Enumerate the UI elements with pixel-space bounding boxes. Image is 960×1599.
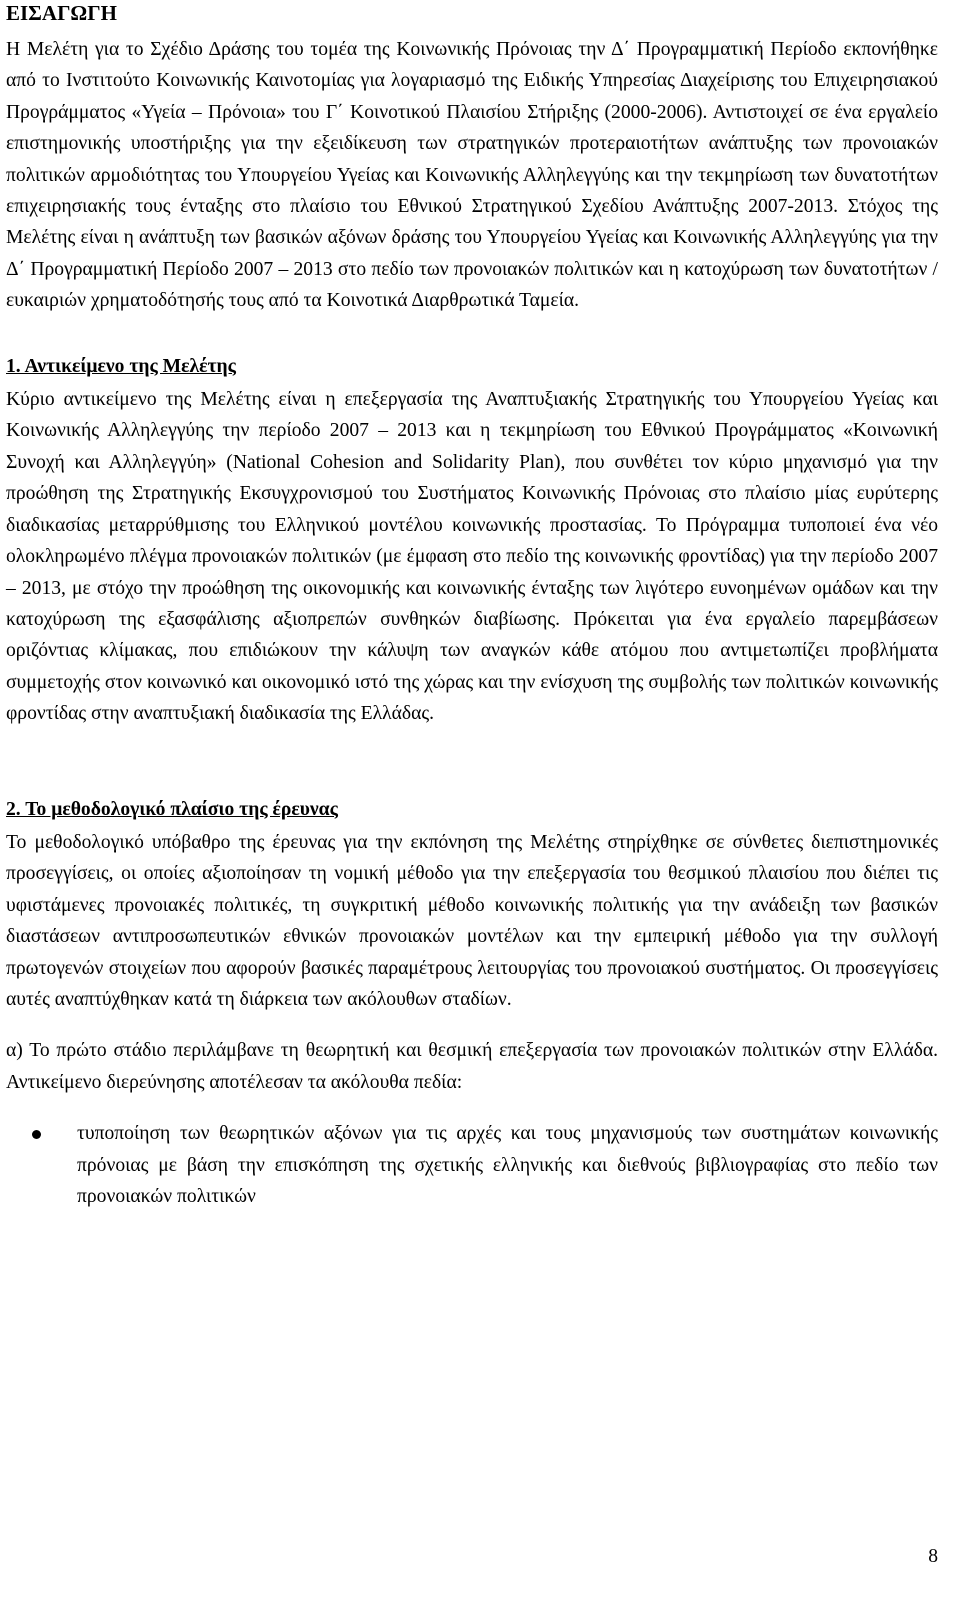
list-item	[6, 1118, 938, 1212]
page-number: 8	[928, 1546, 938, 1567]
list-item-text: τυποποίηση των θεωρητικών αξόνων για τις αρχές και τους μηχανισμούς των συστημάτων κοινωνικής πρόνοιας με βάση την επισκόπηση της σχετικής ελληνικής και διεθνούς βιβλιογραφίας στο πεδίο των προνοιακών πολιτικών	[77, 1123, 938, 1207]
document-title: ΕΙΣΑΓΩΓΗ	[6, 1, 117, 25]
section-paragraph-first-stage: α) Το πρώτο στάδιο περιλάμβανε τη θεωρητική και θεσμική επεξεργασία των προνοιακών πολιτικών στην Ελλάδα. Αντικείμενο διερεύνησης αποτέλεσαν τα ακόλουθα πεδία:	[6, 1040, 938, 1093]
intro-paragraph: Η Μελέτη για το Σχέδιο Δράσης του τομέα της Κοινωνικής Πρόνοιας την Δ΄ Προγραμματική Περίοδο εκπονήθηκε από το Ινστιτούτο Κοινωνικής Καινοτομίας για λογαριασμό της Ειδικής Υπηρεσίας Διαχείρισης του Επιχειρησιακού Προγράμματος «Υγεία – Πρόνοια» του Γ΄ Κοινοτικού Πλαισίου Στήριξης (2000-2006). Αντιστοιχεί σε ένα εργαλείο επιστημονικής υποστήριξης για την εξειδίκευση των στρατηγικών προτεραιοτήτων ανάπτυξης των προνοιακών πολιτικών αρμοδιότητας του Υπουργείου Υγείας και Κοινωνικής Αλληλεγγύης και την τεκμηρίωση των δυνατοτήτων επιχειρησιακής τους ένταξης στο πλαίσιο του Εθνικού Στρατηγικού Σχεδίου Ανάπτυξης 2007-2013. Στόχος της Μελέτης είναι η ανάπτυξη των βασικών αξόνων δράσης του Υπουργείου Υγείας και Κοινωνικής Αλληλεγγύης για την Δ΄ Προγραμματική Περίοδο 2007 – 2013 στο πεδίο των προνοιακών πολιτικών και η κατοχύρωση των δυνατοτήτων / ευκαιριών χρηματοδότησής τους από τα Κοινοτικά Διαρθρωτικά Ταμεία.	[6, 39, 938, 312]
section-heading-objective: 1. Αντικείμενο της Μελέτης	[6, 355, 236, 377]
section-heading-methodology: 2. Το μεθοδολογικό πλαίσιο της έρευνας	[6, 798, 338, 820]
section-paragraph-objective: Κύριο αντικείμενο της Μελέτης είναι η επεξεργασία της Αναπτυξιακής Στρατηγικής του Υπουργείου Υγείας και Κοινωνικής Αλληλεγγύης την περίοδο 2007 – 2013 και η τεκμηρίωση του Εθνικού Προγράμματος «Κοινωνική Συνοχή και Αλληλεγγύη» (National Cohesion and Solidarity Plan), που συνθέτει τον κύριο μηχανισμό για την προώθηση της Στρατηγικής Εκσυγχρονισμού του Συστήματος Κοινωνικής Πρόνοιας στο πλαίσιο μίας ευρύτερης διαδικασίας μεταρρύθμισης του Ελληνικού μοντέλου κοινωνικής προστασίας. Το Πρόγραμμα τυποποιεί ένα νέο ολοκληρωμένο πλέγμα προνοιακών πολιτικών (με έμφαση στο πεδίο της κοινωνικής φροντίδας) για την περίοδο 2007 – 2013, με στόχο την προώθηση της οικονομικής και κοινωνικής ένταξης των λιγότερο ευνοημένων ομάδων και την κατοχύρωση της εξασφάλισης αξιοπρεπών συνθηκών διαβίωσης. Πρόκειται για ένα εργαλείο παρεμβάσεων οριζόντιας κλίμακας, που επιδιώκουν την κάλυψη των αναγκών κάθε ατόμου που αντιμετωπίζει προβλήματα συμμετοχής στον κοινωνικό και οικονομικό ιστό της χώρας και την ενίσχυση της συμβολής των πολιτικών κοινωνικής φροντίδας στην αναπτυξιακή διαδικασία της Ελλάδας.	[6, 389, 938, 725]
bullet-icon	[32, 1130, 41, 1139]
bullet-list	[6, 1118, 938, 1212]
document-body	[6, 0, 938, 1212]
section-paragraph-methodology: Το μεθοδολογικό υπόβαθρο της έρευνας για την εκπόνηση της Μελέτης στηρίχθηκε σε σύνθετες διεπιστημονικές προσεγγίσεις, οι οποίες αξιοποίησαν τη νομική μέθοδο για την επεξεργασία του θεσμικού πλαισίου που διέπει τις υφιστάμενες προνοιακές πολιτικές, τη συγκριτική μέθοδο κοινωνικής πολιτικής για την ανάδειξη των βασικών διαστάσεων αντιπροσωπευτικών εθνικών προνοιακών μοντέλων και την εμπειρική μέθοδο για την συλλογή πρωτογενών στοιχείων που αφορούν βασικές παραμέτρους λειτουργίας του προνοιακού συστήματος. Οι προσεγγίσεις αυτές αναπτύχθηκαν κατά τη διάρκεια των ακόλουθων σταδίων.	[6, 831, 938, 1010]
